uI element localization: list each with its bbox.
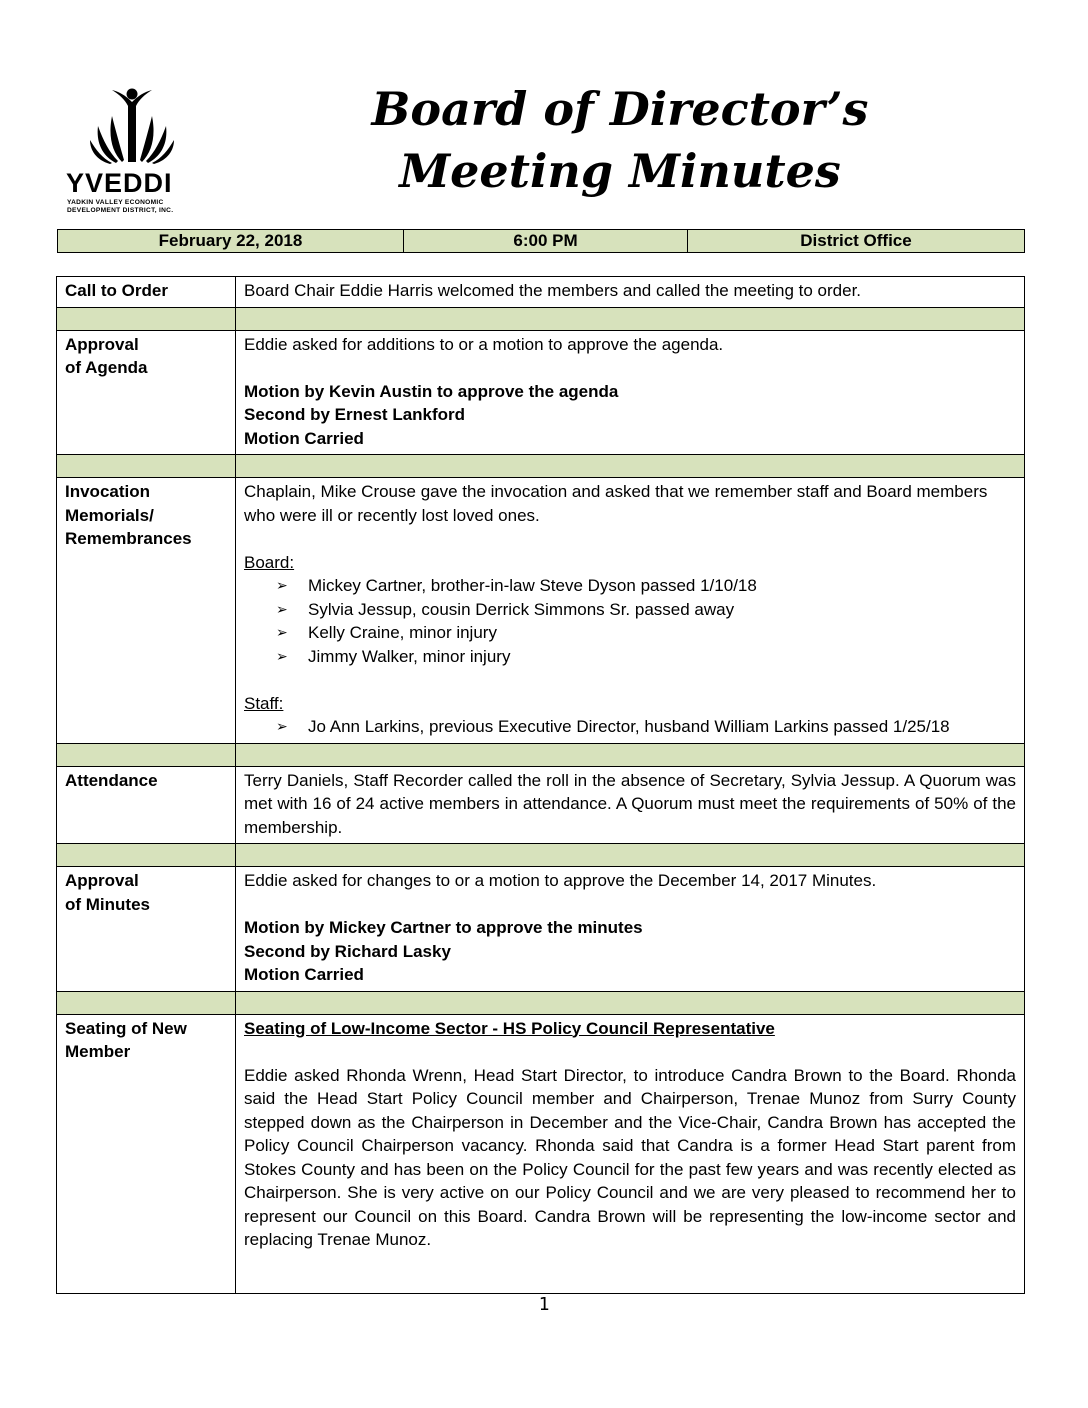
new-member-label-line1: Seating of New	[65, 1018, 187, 1038]
arrow-bullet-icon: ➢	[276, 718, 288, 734]
meeting-date: February 22, 2018	[58, 230, 404, 252]
list-item	[244, 598, 1016, 622]
spacer-row	[57, 743, 1025, 766]
call-to-order-row	[57, 277, 1025, 308]
board-item: Sylvia Jessup, cousin Derrick Simmons Sr. passed away	[308, 599, 735, 619]
meeting-location: District Office	[800, 231, 912, 250]
logo-subtitle: YADKIN VALLEY ECONOMIC DEVELOPMENT DISTRICT, INC.	[67, 199, 174, 214]
minutes-approval-text: Eddie asked for changes to or a motion to approve the December 14, 2017 Minutes.	[244, 871, 877, 890]
spacer-row	[57, 844, 1025, 867]
meeting-time: 6:00 PM	[404, 230, 688, 252]
attendance-row	[57, 766, 1025, 844]
minutes-approval-row	[57, 867, 1025, 992]
new-member-label	[57, 1014, 236, 1293]
invocation-label	[57, 478, 236, 744]
attendance-text: Terry Daniels, Staff Recorder called the roll in the absence of Secretary, Sylvia Jessup. A Quorum was met with 16 of 24 active members in attendance. A Quorum must meet the requirements of 50% of the membership.	[236, 766, 1025, 844]
invocation-row	[57, 478, 1025, 744]
document-title-line1: Board of Director’s	[371, 82, 869, 136]
invocation-label-line3: Remembrances	[65, 529, 192, 548]
minutes-motion: Motion by Mickey Cartner to approve the minutes	[244, 918, 643, 937]
agenda-body	[236, 330, 1025, 455]
minutes-approval-label-line1: Approval	[65, 871, 139, 890]
attendance-label: Attendance	[57, 766, 236, 844]
arrow-bullet-icon: ➢	[276, 600, 288, 617]
board-item: Jimmy Walker, minor injury	[308, 646, 511, 666]
page-number: 1	[538, 1294, 550, 1315]
agenda-result: Motion Carried	[244, 428, 364, 448]
agenda-row	[57, 330, 1025, 455]
minutes-approval-body	[236, 867, 1025, 992]
new-member-body	[236, 1014, 1025, 1293]
call-to-order-text: Board Chair Eddie Harris welcomed the members and called the meeting to order.	[236, 277, 1025, 308]
new-member-heading: Seating of Low-Income Sector - HS Policy Council Representative	[244, 1018, 775, 1038]
staff-item: Jo Ann Larkins, previous Executive Director, husband William Larkins passed 1/25/18	[308, 717, 950, 736]
arrow-bullet-icon: ➢	[276, 624, 288, 640]
arrow-bullet-icon: ➢	[276, 647, 288, 664]
spacer-row	[57, 307, 1025, 330]
minutes-table	[56, 276, 1025, 1294]
agenda-label-line1: Approval	[65, 334, 139, 354]
agenda-label-line2: of Agenda	[65, 358, 148, 377]
agenda-label	[57, 330, 236, 455]
board-item: Mickey Cartner, brother-in-law Steve Dyson passed 1/10/18	[308, 576, 757, 595]
new-member-label-line2: Member	[65, 1042, 131, 1061]
invocation-text: Chaplain, Mike Crouse gave the invocation and asked that we remember staff and Board members who were ill or recently lost loved ones.	[244, 482, 988, 525]
logo-name: YVEDDI	[66, 168, 173, 198]
minutes-approval-label-line2: of Minutes	[65, 894, 150, 914]
meeting-info-bar	[57, 229, 1025, 253]
document-title-line2: Meeting Minutes	[399, 144, 841, 198]
invocation-label-line2: Memorials/	[65, 505, 154, 525]
staff-heading: Staff:	[244, 693, 284, 713]
minutes-result: Motion Carried	[244, 965, 364, 984]
board-item: Kelly Craine, minor injury	[308, 623, 497, 642]
list-item	[244, 621, 1016, 645]
new-member-text: Eddie asked Rhonda Wrenn, Head Start Director, to introduce Candra Brown to the Board. Rhonda said the Head Start Policy Council member and Chairperson, Trenae Munoz from Surry County stepped down as the Chairperson in December and the Vice-Chair, Candra Brown has accepted the Policy Council Chairperson vacancy. Rhonda said that Candra is a former Head Start parent from Stokes County and has been on the Policy Council for the past few years and was recently elected as Chairperson. She is very active on our Policy Council and we are very pleased to recommend her to represent our Council on this Board. Candra Brown will be representing the low-income sector and replacing Trenae Munoz.	[244, 1065, 1016, 1249]
minutes-approval-label	[57, 867, 236, 992]
call-to-order-label: Call to Order	[57, 277, 236, 308]
invocation-label-line1: Invocation	[65, 482, 151, 501]
minutes-second: Second by Richard Lasky	[244, 941, 451, 961]
agenda-motion: Motion by Kevin Austin to approve the agenda	[244, 381, 619, 401]
agenda-second: Second by Ernest Lankford	[244, 405, 466, 424]
list-item	[244, 715, 1016, 739]
board-heading: Board:	[244, 552, 295, 572]
yveddi-logo	[62, 86, 202, 218]
spacer-row	[57, 455, 1025, 478]
list-item	[244, 645, 1016, 669]
spacer-row	[57, 991, 1025, 1014]
arrow-bullet-icon: ➢	[276, 577, 288, 593]
list-item	[244, 574, 1016, 598]
agenda-text: Eddie asked for additions to or a motion to approve the agenda.	[244, 334, 724, 354]
new-member-row	[57, 1014, 1025, 1293]
yveddi-flame-icon	[90, 86, 174, 166]
invocation-body	[236, 478, 1025, 744]
